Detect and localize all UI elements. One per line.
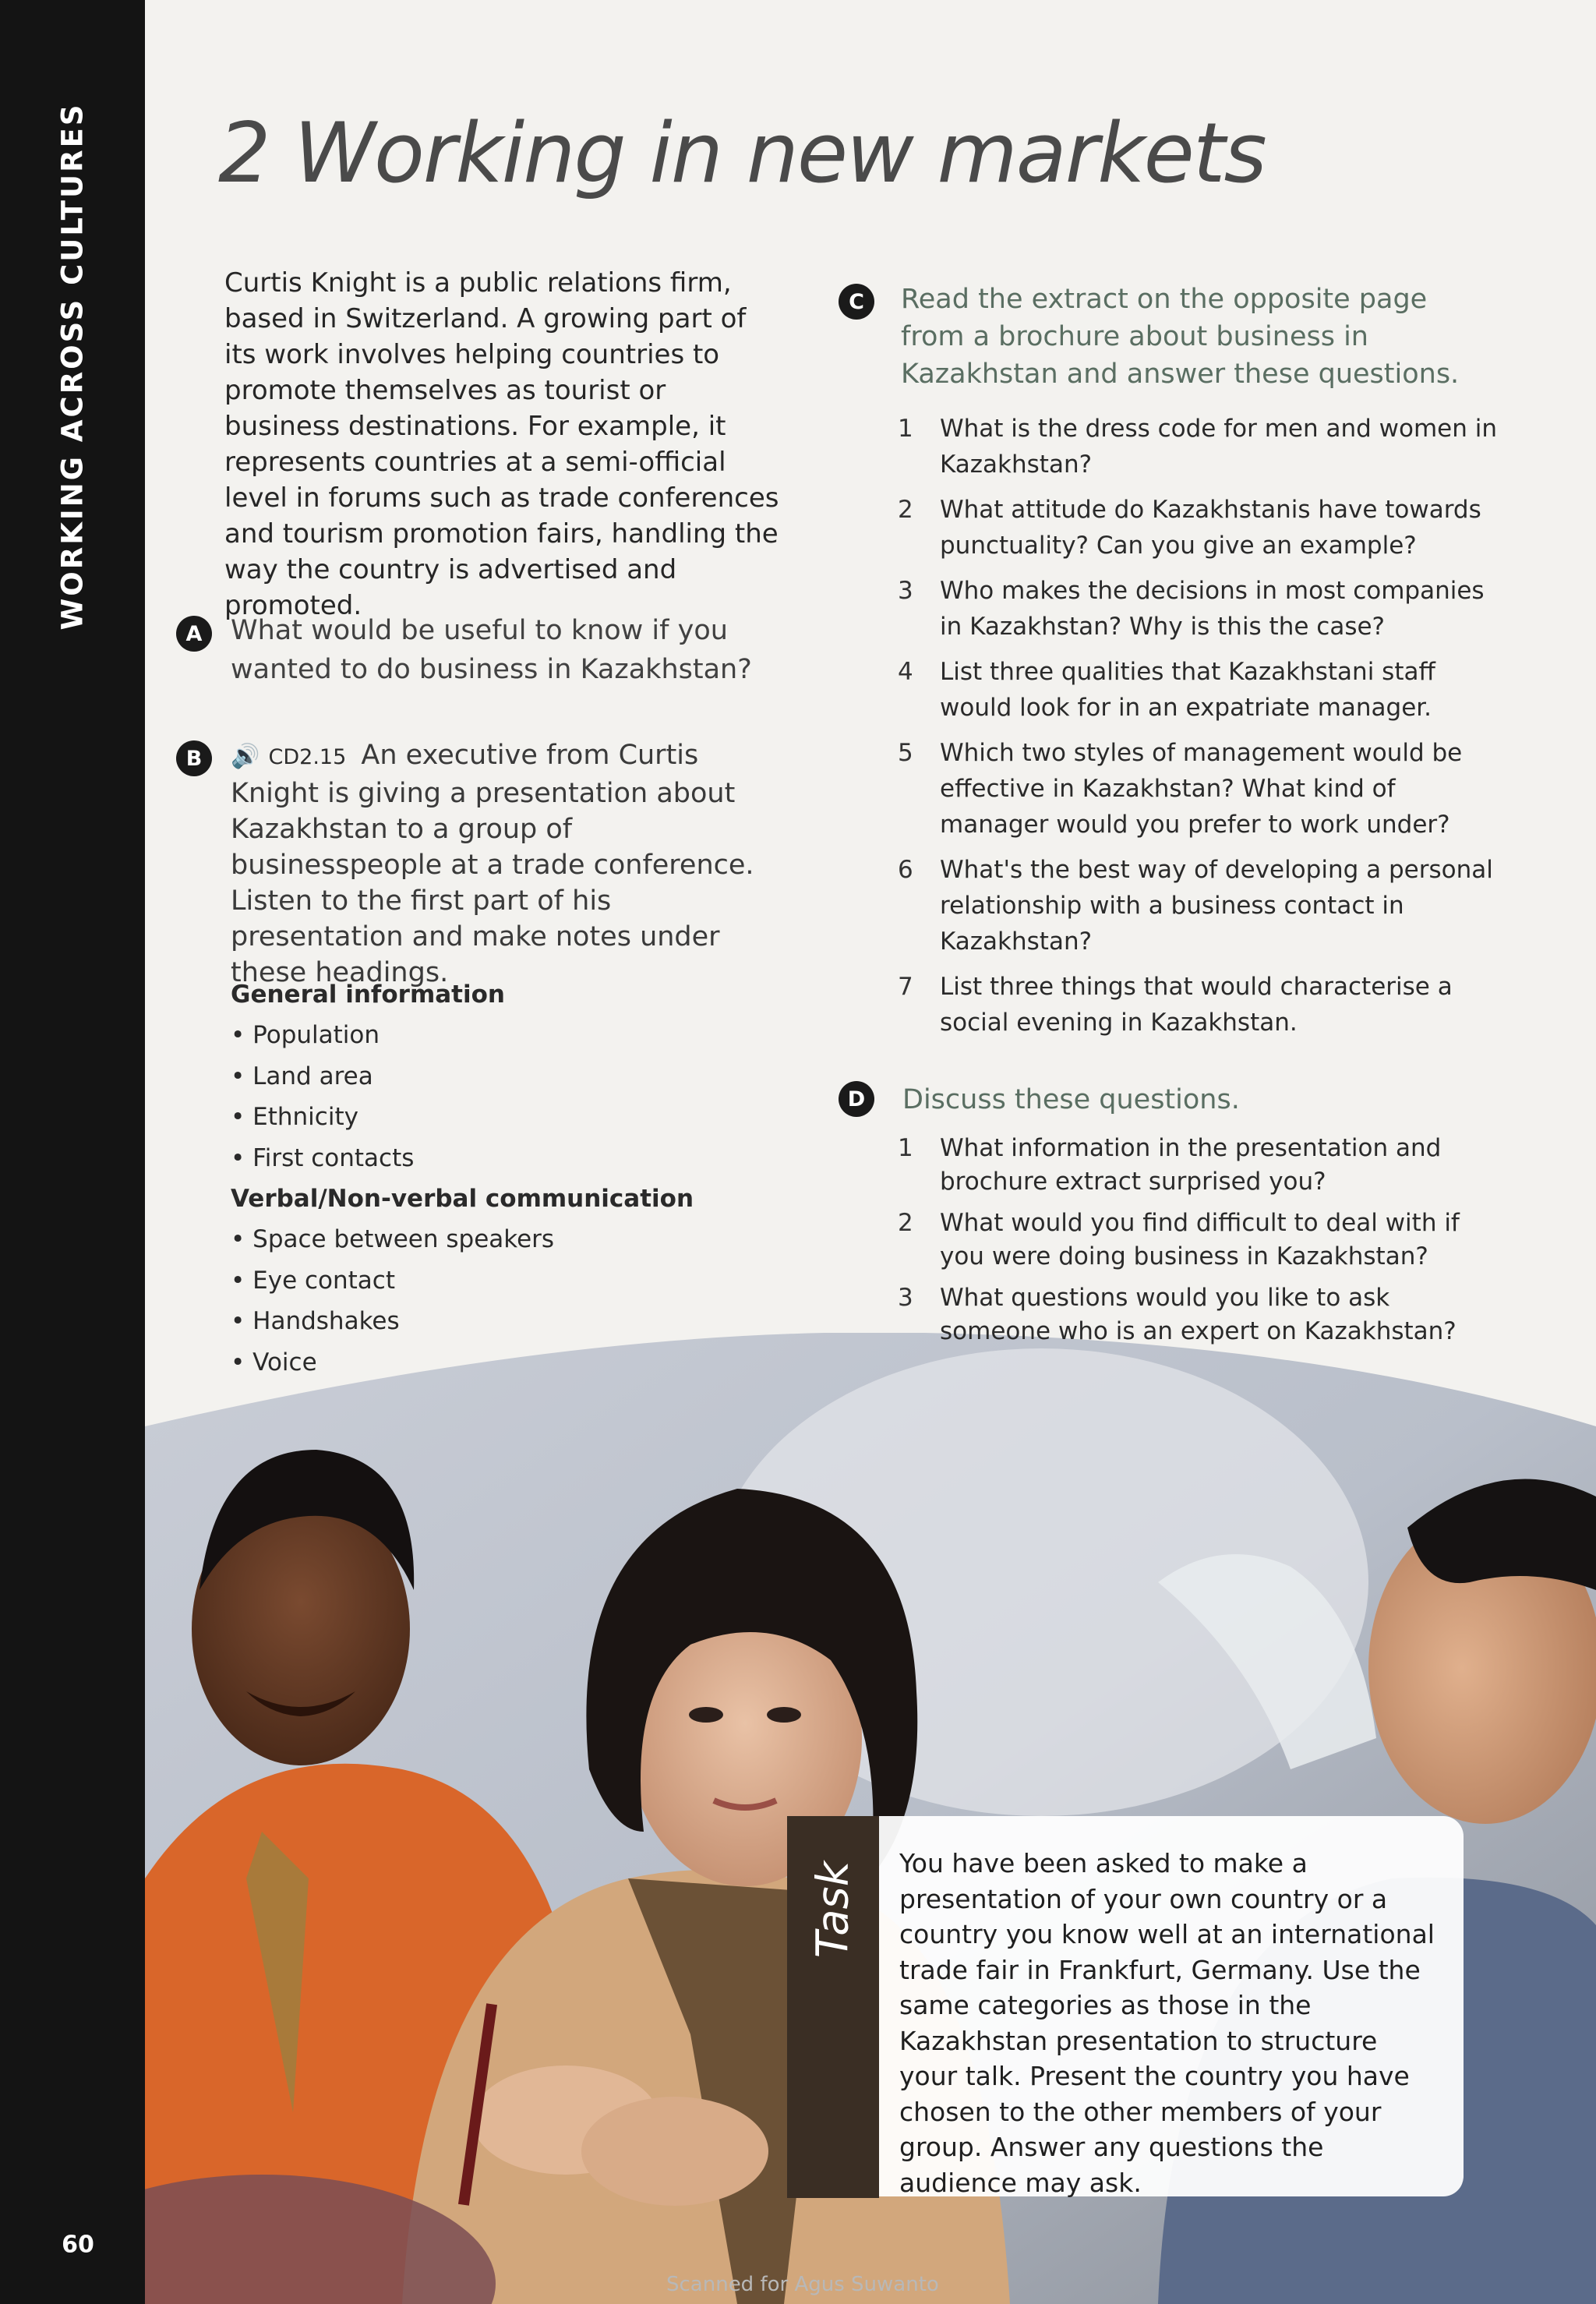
list-item: • Ethnicity	[231, 1103, 358, 1131]
task-text: You have been asked to make a presentation of your own country or a country you know well at an international trade fair in Frankfurt, Germany. Use the same categories as those in the Kazakhstan presentation to structure your talk. Present the country you have chosen to the other members of your group. Answer any questions the audience may ask.	[899, 1848, 1435, 2198]
section-d-questions	[898, 1132, 1498, 1356]
section-c-questions	[898, 411, 1498, 1050]
section-b-prompt: An executive from Curtis Knight is giving a presentation about Kazakhstan to a group of businesspeople at a trade conference. Listen to the first part of his presentation and make notes under these headings.	[231, 740, 754, 988]
list-item: 7 List three things that would characterise a social evening in Kazakhstan.	[898, 973, 1453, 1037]
section-c-prompt: Read the extract on the opposite page from a brochure about business in Kazakhstan and answer these questions.	[901, 284, 1460, 390]
section-a-marker: A	[176, 616, 212, 652]
section-d-marker: D	[839, 1081, 874, 1117]
list-item: • Handshakes	[231, 1307, 400, 1335]
list-item: 3 What questions would you like to ask someone who is an expert on Kazakhstan?	[898, 1284, 1457, 1345]
list-item: 4 List three qualities that Kazakhstani staff would look for in an expatriate manager.	[898, 658, 1435, 722]
section-c-marker: C	[839, 284, 874, 320]
list-item: 2 What attitude do Kazakhstanis have towards punctuality? Can you give an example?	[898, 496, 1481, 560]
scan-watermark: Scanned for Agus Suwanto	[666, 2273, 939, 2296]
task-tab	[787, 1816, 879, 2198]
notes-heading: General information	[231, 981, 505, 1009]
intro-paragraph: Curtis Knight is a public relations firm, based in Switzerland. A growing part of its work involves helping countries to promote themselves as tourist or business destinations. For example, it represents countries at a semi-official level in forums such as trade conferences and tourism promotion fairs, handling the way the country is advertised and promoted.	[224, 267, 779, 621]
list-item: 3 Who makes the decisions in most companies in Kazakhstan? Why is this the case?	[898, 577, 1485, 641]
section-a-prompt: What would be useful to know if you wanted to do business in Kazakhstan?	[231, 615, 752, 685]
list-item: • First contacts	[231, 1143, 415, 1172]
list-item: 1 What is the dress code for men and women in Kazakhstan?	[898, 415, 1498, 479]
list-item: • Space between speakers	[231, 1225, 555, 1253]
speaker-icon[interactable]: 🔊	[231, 743, 260, 770]
spine-label: WORKING ACROSS CULTURES	[55, 102, 90, 631]
chapter-spine	[0, 0, 145, 2304]
list-item: 6 What's the best way of developing a personal relationship with a business contact in Kazakhstan?	[898, 856, 1493, 956]
list-item: 5 Which two styles of management would be effective in Kazakhstan? What kind of manager would you prefer to work under?	[898, 739, 1463, 839]
list-item: • Voice	[231, 1348, 317, 1376]
audio-track-label: CD2.15	[268, 745, 347, 769]
notes-heading: Verbal/Non-verbal communication	[231, 1185, 694, 1213]
list-item: • Eye contact	[231, 1266, 396, 1295]
page-number: 60	[62, 2231, 94, 2259]
section-d-prompt: Discuss these questions.	[902, 1084, 1240, 1115]
section-b-prompt-block	[231, 737, 792, 991]
task-label: Task	[807, 1861, 859, 1959]
list-item: • Population	[231, 1021, 380, 1049]
section-b-marker: B	[176, 740, 212, 776]
list-item: 2 What would you find difficult to deal with if you were doing business in Kazakhstan?	[898, 1209, 1460, 1270]
list-item: 1 What information in the presentation and brochure extract surprised you?	[898, 1134, 1442, 1196]
list-item: • Land area	[231, 1062, 373, 1090]
note-headings	[231, 974, 776, 1383]
page-title: 2 Working in new markets	[218, 105, 1266, 201]
task-box	[879, 1816, 1464, 2196]
